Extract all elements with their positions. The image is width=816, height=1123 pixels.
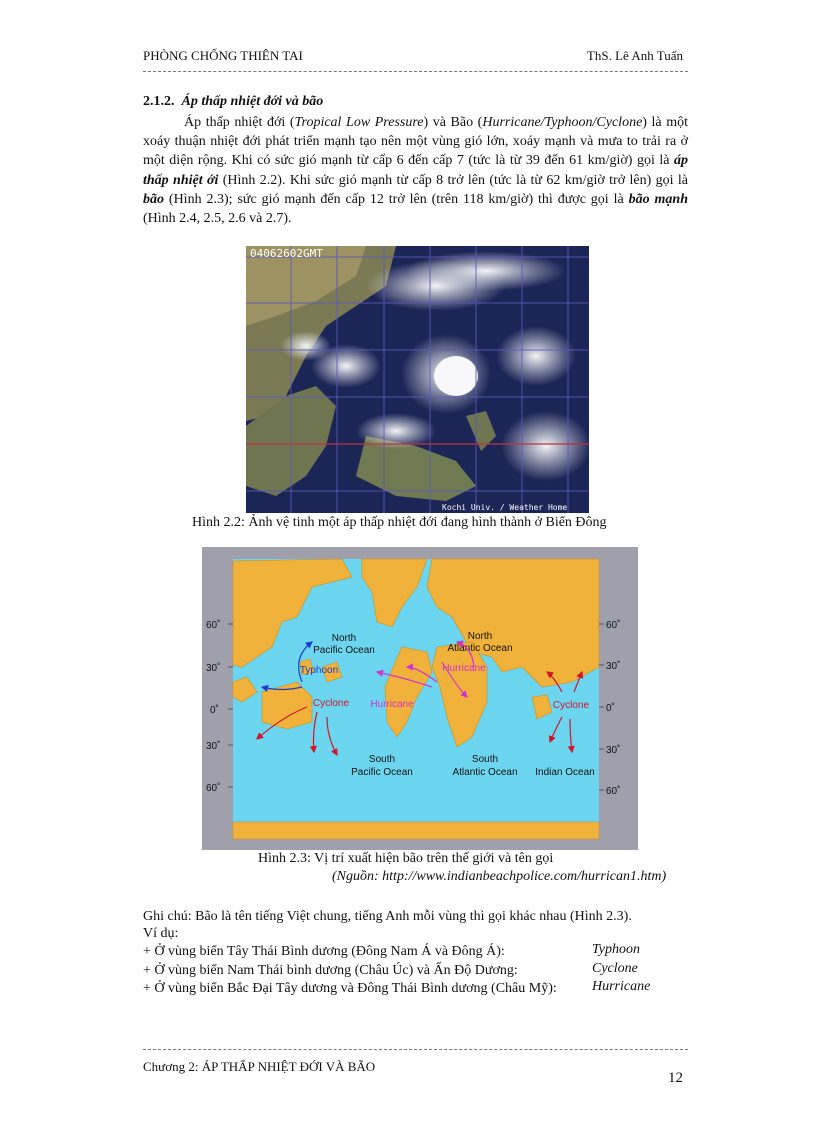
lat-label-w-1: 60˚ (206, 620, 221, 631)
map-label-south-pacific-2: Pacific Ocean (351, 767, 413, 778)
lat-label-e-3: 0˚ (606, 703, 615, 714)
figure-2-3-source: (Nguồn: http://www.indianbeachpolice.com/hurrican1.htm) (332, 869, 667, 884)
page-number: 12 (668, 1070, 683, 1086)
note-row: + Ở vùng biển Bắc Đại Tây dương và Đông Thái Bình dương (Châu Mỹ): (143, 981, 557, 996)
map-label-hurricane-west: Hurricane (370, 699, 414, 710)
map-label-south-atlantic-2: Atlantic Ocean (452, 767, 518, 778)
footer-chapter: Chương 2: ÁP THẤP NHIỆT ĐỚI VÀ BÃO (143, 1059, 376, 1074)
satellite-timestamp: 04062602GMT (250, 247, 323, 260)
lat-label-e-2: 30˚ (606, 661, 621, 672)
satellite-image (246, 246, 589, 513)
map-label-hurricane-east: Hurricane (442, 663, 486, 674)
satellite-picture (246, 246, 589, 513)
figure-2-2-caption: Hình 2.2: Ảnh vệ tinh một áp thấp nhiệt đới đang hình thành ở Biển Đông (192, 515, 607, 530)
lat-label-w-4: 30˚ (206, 741, 221, 752)
note-row: + Ở vùng biển Nam Thái bình dương (Châu Úc) và Ấn Độ Dương: (143, 963, 518, 978)
lat-label-e-4: 30˚ (606, 745, 621, 756)
map-label-typhoon: Typhoon (299, 665, 339, 676)
body-paragraph: Áp thấp nhiệt đới (Tropical Low Pressure) và Bão (Hurricane/Typhoon/Cyclone) là một xoáy thuận nhiệt đới phát triển mạnh tạo nên một vùng gió lớn, xoáy mạnh và mưa to trải ra ở một diện rộng. Khi có sức gió mạnh từ cấp 6 đến cấp 7 (tức là từ 39 đến 61 km/giờ) gọi là áp thấp nhiệt ới (Hình 2.2). Khi sức gió mạnh từ cấp 8 trở lên (tức là từ 62 km/giờ trở lên) gọi là bão (Hình 2.3); sức gió mạnh đến cấp 12 trở lên (trên 118 km/giờ) thì được gọi là bão mạnh (Hình 2.4, 2.5, 2.6 và 2.7). (143, 115, 688, 227)
map-label-north-atlantic-1: North (467, 631, 493, 642)
map-label-north-atlantic-2: Atlantic Ocean (447, 643, 513, 654)
map-label-south-pacific-1: South (368, 754, 396, 765)
storm-map-picture (202, 547, 638, 850)
header-author: ThS. Lê Anh Tuấn (586, 48, 683, 63)
figure-2-3-caption: Hình 2.3: Vị trí xuất hiện bão trên thế giới và tên gọi (258, 851, 554, 866)
footer-divider (143, 1049, 688, 1050)
section-title: Áp thấp nhiệt đới và bão (181, 94, 324, 109)
map-label-cyclone-east: Cyclone (552, 700, 590, 711)
note-term: Cyclone (592, 961, 638, 976)
lat-label-w-3: 0˚ (210, 705, 219, 716)
lat-label-e-5: 60˚ (606, 786, 621, 797)
header-divider (143, 71, 688, 72)
satellite-credit: Kochi Univ. / Weather Home (442, 503, 568, 512)
lat-label-w-5: 60˚ (206, 783, 221, 794)
note-intro: Ghi chú: Bão là tên tiếng Việt chung, tiếng Anh mỗi vùng thì gọi khác nhau (Hình 2.3). (143, 909, 632, 924)
section-number: 2.1.2. (143, 94, 175, 109)
note-term: Hurricane (592, 979, 651, 994)
note-example: Ví dụ: (143, 926, 179, 941)
lat-label-w-2: 30˚ (206, 663, 221, 674)
lat-label-e-1: 60˚ (606, 620, 621, 631)
map-label-south-atlantic-1: South (471, 754, 499, 765)
map-label-cyclone-west: Cyclone (312, 698, 350, 709)
map-label-north-pacific-2: Pacific Ocean (313, 645, 375, 656)
note-term: Typhoon (592, 942, 640, 957)
map-label-indian-ocean: Indian Ocean (535, 767, 595, 778)
note-row: + Ở vùng biển Tây Thái Bình dương (Đông Nam Á và Đông Á): (143, 944, 505, 959)
section-heading (143, 94, 323, 110)
world-storm-map (202, 547, 638, 850)
page-header (143, 48, 683, 64)
header-title: PHÒNG CHỐNG THIÊN TAI (143, 48, 303, 63)
map-label-north-pacific-1: North (331, 633, 357, 644)
